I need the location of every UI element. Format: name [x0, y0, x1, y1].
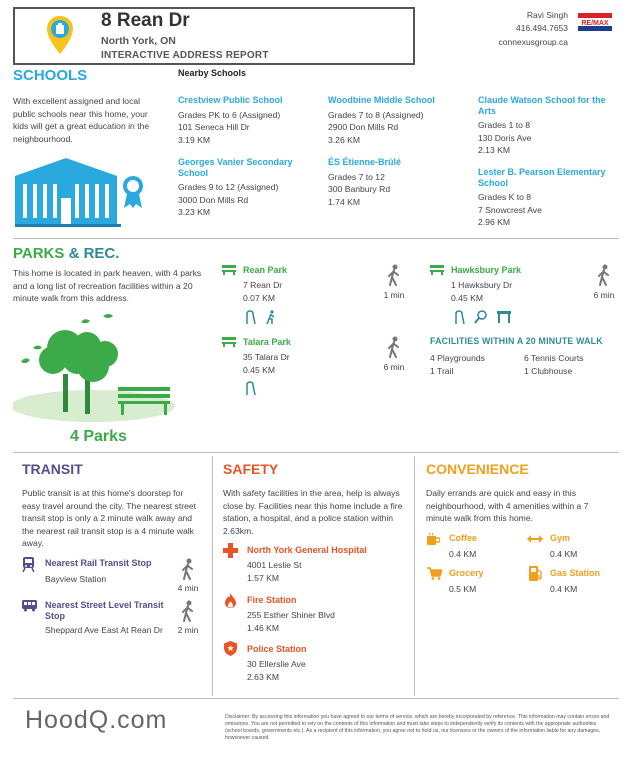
amenity[interactable] — [550, 568, 620, 596]
transit-description: Public transit is at this home's doorstep for easy travel around the city. The nearest street transit stop is only a 2 minute walk away and the nearest rail transit stop is a 4 minute walk away. — [22, 488, 197, 548]
transit-stop-place: Sheppard Ave East At Rean Dr — [45, 625, 163, 635]
police-badge-icon — [224, 641, 237, 656]
convenience-description: Daily errands are quick and easy in this neighbourhood, with 4 amenities within a 7 minute walk from this home. — [426, 488, 589, 523]
school-distance: 3.23 KM — [178, 207, 211, 217]
school-distance: 3.26 KM — [328, 134, 361, 145]
schools-title: SCHOOLS — [13, 67, 88, 84]
school-card[interactable] — [328, 95, 468, 146]
school-name[interactable]: ÉS Étienne-Brûlé — [328, 157, 402, 167]
school-distance: 3.19 KM — [178, 134, 211, 145]
gas-pump-icon — [529, 566, 542, 581]
map-pin-icon — [46, 15, 74, 55]
section-divider — [13, 452, 619, 453]
hospital-cross-icon — [223, 543, 238, 558]
park-distance: 0.07 KM — [243, 292, 276, 303]
school-address: 101 Seneca Hill Dr — [178, 122, 250, 132]
coffee-icon — [427, 533, 440, 546]
transit-title: TRANSIT — [22, 461, 83, 477]
school-card[interactable] — [478, 167, 613, 229]
walk-time: 6 min — [593, 290, 615, 300]
school-grades: Grades 9 to 12 (Assigned) — [178, 182, 279, 192]
park-name[interactable]: Hawksbury Park — [451, 265, 522, 275]
property-address: 8 Rean Dr — [101, 10, 190, 31]
facility-item: 1 Clubhouse — [524, 366, 573, 376]
transit-stop-label[interactable]: Nearest Street Level Transit Stop — [45, 600, 164, 621]
park-card[interactable] — [243, 337, 363, 376]
svg-text:RE/MAX: RE/MAX — [581, 20, 609, 27]
park-card[interactable] — [243, 265, 363, 304]
amenity-distance: 0.5 KM — [449, 584, 477, 594]
walking-person-icon — [387, 336, 401, 358]
safety-facility[interactable] — [247, 644, 407, 683]
tennis-icon — [474, 310, 488, 324]
clubhouse-icon — [497, 311, 511, 323]
park-name[interactable]: Rean Park — [243, 265, 288, 275]
transit-stop-label[interactable]: Nearest Rail Transit Stop — [45, 558, 152, 568]
bench-icon — [222, 265, 236, 275]
amenity-name[interactable]: Grocery — [449, 568, 484, 578]
playground-icon — [246, 310, 256, 324]
playground-icon — [246, 381, 256, 395]
school-building-icon — [15, 148, 165, 228]
school-grades: Grades K to 8 — [478, 192, 532, 202]
school-name[interactable]: Woodbine Middle School — [328, 95, 435, 105]
safety-facility-name[interactable]: North York General Hospital — [247, 545, 367, 555]
parks-count: 4 Parks — [70, 428, 127, 445]
remax-logo — [578, 13, 612, 31]
facilities-title: FACILITIES WITHIN A 20 MINUTE WALK — [430, 336, 603, 346]
transit-stop[interactable] — [45, 600, 175, 637]
school-address: 3000 Don Mills Rd — [178, 194, 249, 205]
park-address: 1 Hawksbury Dr — [451, 280, 513, 290]
park-distance: 0.45 KM — [243, 364, 276, 375]
trail-icon — [266, 310, 276, 324]
amenity-name[interactable]: Gas Station — [550, 568, 601, 578]
school-distance: 2.13 KM — [478, 145, 511, 155]
schools-description: With excellent assigned and local public schools near this home, your kids will get a great education in the neighbourhood. — [13, 96, 150, 144]
convenience-title: CONVENIENCE — [426, 461, 529, 477]
park-address: 35 Talara Dr — [243, 352, 290, 362]
school-card[interactable] — [178, 95, 318, 146]
parks-description: This home is located in park heaven, with 4 parks and a long list of recreation facilities within a 20 minute walk from this address. — [13, 268, 202, 303]
school-name[interactable]: Claude Watson School for the Arts — [478, 95, 606, 116]
school-name[interactable]: Georges Vanier Secondary School — [178, 157, 293, 178]
school-grades: Grades 7 to 8 (Assigned) — [328, 109, 424, 120]
safety-facility-distance: 2.63 KM — [247, 671, 280, 682]
walk-time: 4 min — [177, 583, 199, 593]
amenity-name[interactable]: Coffee — [449, 533, 478, 543]
agent-website[interactable]: connexusgroup.ca — [498, 37, 568, 47]
walking-person-icon — [387, 264, 401, 286]
amenity[interactable] — [449, 568, 519, 596]
grocery-cart-icon — [427, 567, 442, 580]
report-title: INTERACTIVE ADDRESS REPORT — [101, 50, 269, 61]
park-name[interactable]: Talara Park — [243, 337, 291, 347]
amenity-name[interactable]: Gym — [550, 533, 571, 543]
playground-icon — [455, 310, 465, 324]
bench-icon — [222, 337, 236, 347]
safety-facility-name[interactable]: Police Station — [247, 644, 307, 654]
walk-time: 1 min — [383, 290, 405, 300]
transit-stop-place: Bayview Station — [45, 573, 107, 584]
safety-facility[interactable] — [247, 545, 407, 584]
walking-person-icon — [597, 264, 611, 286]
amenity-distance: 0.4 KM — [449, 549, 477, 559]
park-distance: 0.45 KM — [451, 292, 484, 303]
amenity[interactable] — [449, 533, 519, 561]
safety-facility-distance: 1.57 KM — [247, 572, 280, 583]
park-address: 7 Rean Dr — [243, 280, 283, 290]
transit-stop[interactable] — [45, 558, 170, 585]
facility-item: 1 Trail — [430, 366, 454, 376]
safety-title: SAFETY — [223, 461, 279, 477]
school-distance: 1.74 KM — [328, 196, 361, 207]
amenity[interactable] — [550, 533, 620, 561]
school-card[interactable] — [328, 157, 468, 208]
safety-description: With safety facilities in the area, help is always close by. Facilities near this home include a fire station, a hospital, and a police station within 2.63km. — [223, 488, 403, 536]
school-distance: 2.96 KM — [478, 217, 511, 227]
property-city: North York, ON — [101, 35, 176, 47]
column-divider — [212, 456, 213, 696]
safety-facility-address: 30 Ellerslie Ave — [247, 659, 306, 669]
school-card[interactable] — [178, 157, 318, 219]
gym-dumbbell-icon — [527, 535, 543, 543]
school-card[interactable] — [478, 95, 613, 157]
section-divider — [13, 238, 619, 239]
walking-person-icon — [181, 600, 195, 622]
park-card[interactable] — [451, 265, 581, 304]
school-address: 7 Snowcrest Ave — [478, 204, 542, 215]
walk-time: 6 min — [383, 362, 405, 372]
school-name[interactable]: Crestview Public School — [178, 95, 283, 105]
safety-facility-distance: 1.46 KM — [247, 622, 280, 633]
safety-facility[interactable] — [247, 595, 407, 634]
section-divider — [13, 698, 619, 699]
walking-person-icon — [181, 558, 195, 580]
safety-facility-address: 4001 Leslie St — [247, 560, 302, 570]
facility-item: 6 Tennis Courts — [524, 353, 584, 363]
train-icon — [22, 557, 35, 572]
hoodq-brand[interactable]: HoodQ.com — [25, 706, 168, 734]
nearby-schools-label: Nearby Schools — [178, 68, 247, 78]
amenity-distance: 0.4 KM — [550, 584, 578, 594]
school-grades: Grades 1 to 8 — [478, 120, 531, 130]
amenity-distance: 0.4 KM — [550, 549, 578, 559]
school-name[interactable]: Lester B. Pearson Elementary School — [478, 167, 606, 188]
park-trees-illustration — [13, 308, 185, 423]
facility-item: 4 Playgrounds — [430, 353, 485, 363]
bench-icon — [430, 265, 444, 275]
safety-facility-address: 255 Esther Shiner Blvd — [247, 610, 335, 620]
bus-icon — [22, 600, 37, 612]
disclaimer-text: Disclaimer: By accessing this information you have agreed to our terms of service, which are hereby incorporated by reference. This information may contain errors and omissions. You are not permitted to rely on the contents of this information and must take steps to independently verify its contents with the appropriate authorities (school boards, governments etc.). As a recipient of this information, you agree not to hold us, our licensors or the owners of the information liable for any damages, howsoever caused. — [225, 714, 610, 741]
school-grades: Grades 7 to 12 — [328, 171, 385, 182]
safety-facility-name[interactable]: Fire Station — [247, 595, 297, 605]
agent-phone[interactable]: 416.494.7653 — [516, 23, 568, 33]
school-grades: Grades PK to 6 (Assigned) — [178, 109, 281, 120]
school-address: 300 Banbury Rd — [328, 184, 391, 194]
column-divider — [414, 456, 415, 696]
fire-icon — [225, 593, 236, 608]
school-address: 130 Doris Ave — [478, 132, 532, 143]
school-address: 2900 Don Mills Rd — [328, 122, 399, 132]
agent-name: Ravi Singh — [526, 10, 568, 20]
walk-time: 2 min — [177, 625, 199, 635]
parks-title: PARKS & REC. — [13, 245, 120, 262]
